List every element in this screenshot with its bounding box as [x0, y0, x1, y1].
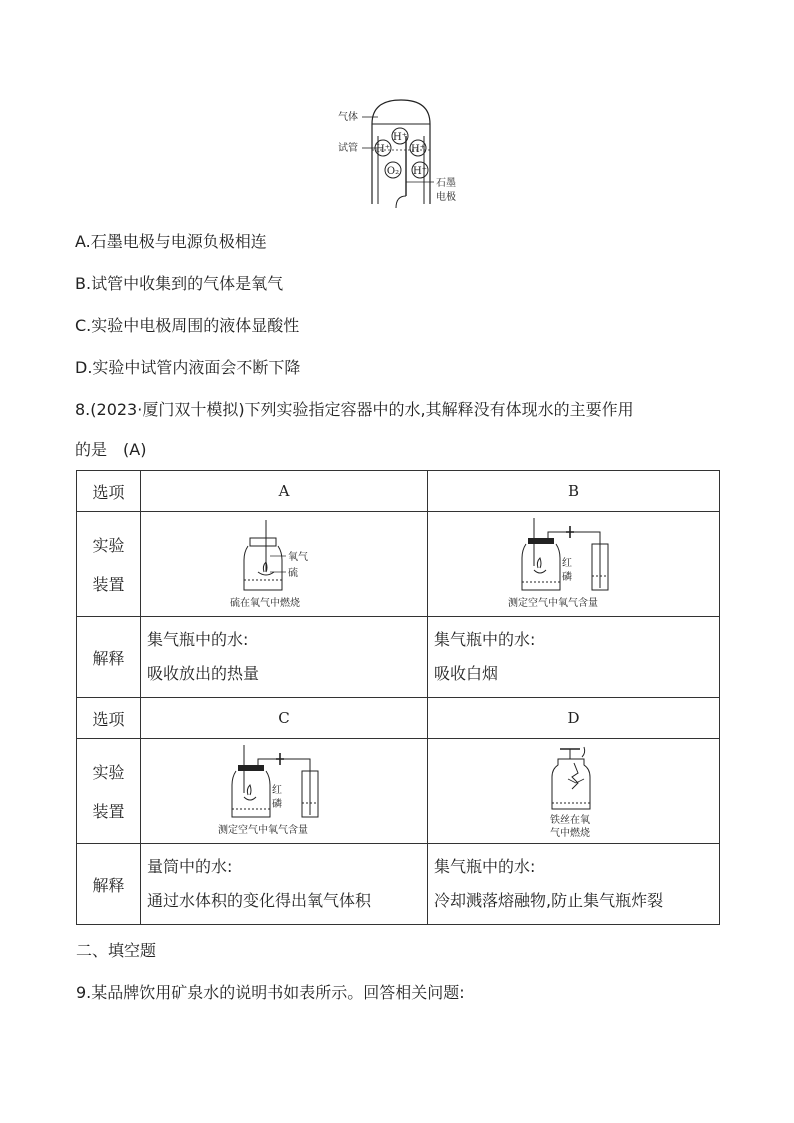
option-c-header: C	[141, 698, 428, 739]
oxygen-content-figure-b	[504, 516, 644, 612]
svg-text:测定空气中氧气含量: 测定空气中氧气含量	[218, 825, 308, 836]
svg-text:氧气: 氧气	[288, 552, 308, 563]
option-b: B.试管中收集到的气体是氧气	[75, 274, 284, 293]
option-label-cell: 选项	[77, 471, 141, 512]
svg-text:红: 红	[561, 558, 572, 569]
tube-label: 试管	[338, 143, 358, 154]
table-row	[77, 698, 720, 739]
svg-text:测定空气中氧气含量: 测定空气中氧气含量	[507, 598, 598, 609]
table-row	[77, 617, 720, 698]
svg-text:硫在氧气中燃烧: 硫在氧气中燃烧	[230, 598, 300, 609]
explain-label-cell: 解释	[77, 617, 141, 698]
apparatus-label-cell: 实验 装置	[77, 739, 141, 844]
apparatus-d-cell	[428, 739, 720, 844]
sulfur-burning-figure	[224, 516, 344, 612]
question-8-line-1: 8.(2023·厦门双十模拟)下列实验指定容器中的水,其解释没有体现水的主要作用	[75, 400, 634, 419]
table-row	[77, 512, 720, 617]
svg-text:H⁺: H⁺	[376, 144, 390, 155]
oxygen-content-figure-c	[214, 743, 354, 839]
table-row	[77, 739, 720, 844]
ion-circle	[385, 162, 401, 178]
electrode-label-2: 电极	[436, 192, 456, 203]
option-d: D.实验中试管内液面会不断下降	[75, 358, 301, 377]
apparatus-b-cell	[428, 512, 720, 617]
table-row	[77, 844, 720, 925]
svg-text:硫: 硫	[288, 568, 298, 579]
table-row	[77, 471, 720, 512]
svg-text:O₂: O₂	[386, 166, 400, 177]
question-8-line-2: 的是 (A)	[75, 440, 147, 459]
svg-text:磷: 磷	[272, 799, 282, 810]
svg-text:H⁺: H⁺	[393, 132, 407, 143]
svg-text:H⁺: H⁺	[413, 166, 427, 177]
option-d-header: D	[428, 698, 720, 739]
option-a: A.石墨电极与电源负极相连	[75, 232, 267, 251]
ion-circle	[412, 162, 428, 178]
apparatus-label-cell: 实验 装置	[77, 512, 141, 617]
option-a-header: A	[141, 471, 428, 512]
ion-circle	[392, 128, 408, 144]
option-c: C.实验中电极周围的液体显酸性	[75, 316, 300, 335]
svg-text:磷: 磷	[561, 572, 572, 583]
question-9: 9.某品牌饮用矿泉水的说明书如表所示。回答相关问题:	[76, 983, 465, 1002]
electrolysis-figure	[336, 96, 466, 208]
apparatus-a-cell	[141, 512, 428, 617]
svg-text:铁丝在氧: 铁丝在氧	[549, 815, 590, 826]
option-label-cell: 选项	[77, 698, 141, 739]
svg-text:红: 红	[272, 785, 282, 796]
iron-wire-burning-figure	[534, 743, 614, 839]
gas-label: 气体	[338, 112, 358, 123]
option-b-header: B	[428, 471, 720, 512]
apparatus-c-cell	[141, 739, 428, 844]
experiment-table	[76, 470, 720, 925]
section-title: 二、填空题	[76, 941, 157, 960]
svg-text:H⁺: H⁺	[411, 144, 425, 155]
ion-circle	[410, 140, 426, 156]
electrode-label-1: 石墨	[436, 178, 456, 189]
ion-circle	[375, 140, 391, 156]
explain-label-cell: 解释	[77, 844, 141, 925]
svg-text:气中燃烧: 气中燃烧	[549, 828, 590, 839]
explain-b-cell: 集气瓶中的水: 吸收白烟	[428, 617, 720, 698]
explain-c-cell: 量筒中的水: 通过水体积的变化得出氧气体积	[141, 844, 428, 925]
explain-d-cell: 集气瓶中的水: 冷却溅落熔融物,防止集气瓶炸裂	[428, 844, 720, 925]
explain-a-cell: 集气瓶中的水: 吸收放出的热量	[141, 617, 428, 698]
